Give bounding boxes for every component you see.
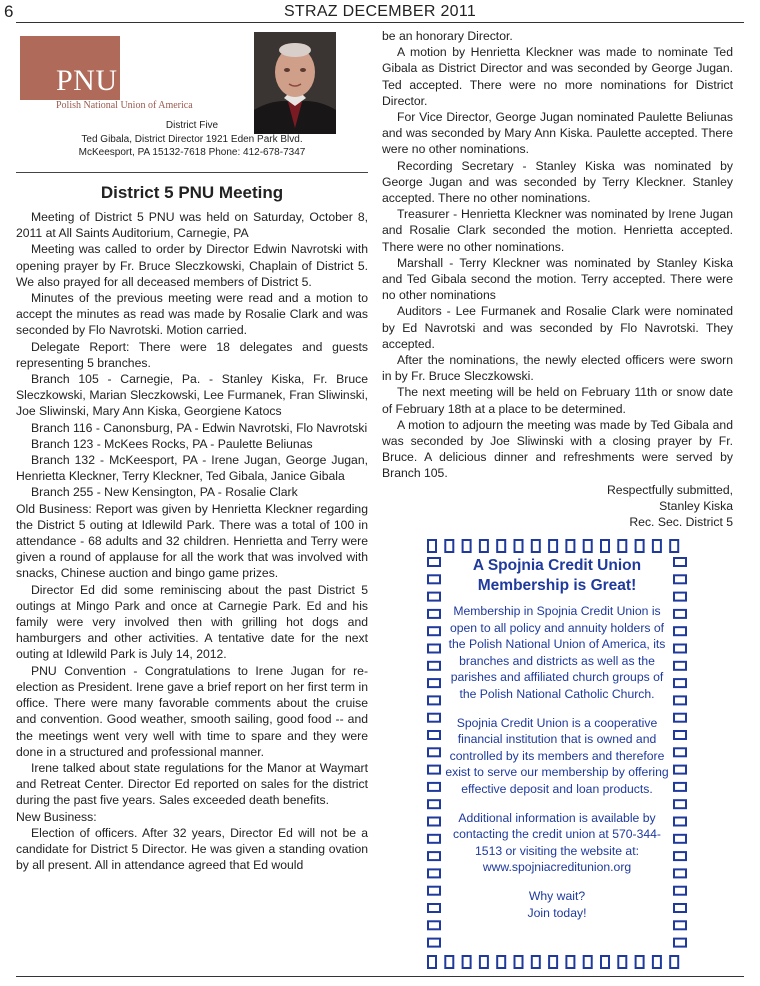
pnu-logo-text: PNU	[56, 64, 118, 97]
article-paragraph: Auditors - Lee Furmanek and Rosalie Clark were nominated by Ed Navrotski and was seconded by Flo Navrotski. They accepted.	[382, 304, 733, 351]
article-paragraph: Treasurer - Henrietta Kleckner was nominated by Irene Jugan and Rosalie Clark seconded the motion. Henrietta accepted. There were no other nominations.	[382, 207, 733, 254]
signature-line: Rec. Sec. District 5	[629, 515, 733, 530]
article-paragraph: Meeting of District 5 PNU was held on Saturday, October 8, 2011 at All Saints Auditorium, Carnegie, PA	[16, 210, 368, 241]
article-paragraph: Branch 116 - Canonsburg, PA - Edwin Navrotski, Flo Navrotski	[31, 420, 368, 435]
ad-paragraph: Additional information is available by contacting the credit union at 570-344-1513 or visiting the website at: www.spojniacreditunion.org	[452, 810, 661, 875]
pnu-logo-subtitle: Polish National Union of America	[56, 100, 193, 111]
ad-title-line: Membership is Great!	[477, 577, 637, 594]
old-business-paragraph: Old Business: Report was given by Henrietta Kleckner regarding the District 5 outing at Idlewild Park. There was a total of 100 in attendance - 68 adults and 32 children. Henrietta and Terry were given a round of applause for all the work that was involved with snacks, Chinese auction and bingo game prizes.	[16, 501, 368, 581]
ad-title	[442, 556, 672, 596]
article-paragraph: PNU Convention - Congratulations to Irene Jugan for re-election as President. Irene gave a brief report on her first term in office. There were many favorable comments about the cruise and convention. Good weather, smooth sailing, good food -- and the meetings went very well with time to spare and they were done in a structured and professional manner.	[16, 663, 368, 759]
ad-content	[442, 556, 672, 933]
credit-union-ad	[426, 538, 688, 970]
article-paragraph: A motion by Henrietta Kleckner was made to nominate Ted Gibala as District Director and was seconded by George Jugan. Ted accepted. There were no more nominations for District Director.	[382, 45, 733, 108]
article-paragraph: Meeting was called to order by Director Edwin Navrotski with opening prayer by Fr. Bruce Sleczkowski, Chaplain of District 5. We also prayed for all deceased members of District 5.	[16, 242, 368, 289]
district-info-box	[16, 26, 368, 172]
article-paragraph: Branch 132 - McKeesport, PA - Irene Jugan, George Jugan, Henrietta Kleckner, Terry Kleckner, Ted Gibala, Janice Gibala	[16, 453, 368, 484]
district-caption-line: Ted Gibala, District Director 1921 Eden Park Blvd.	[81, 133, 303, 145]
article-paragraph: Minutes of the previous meeting were read and a motion to accept the minutes as read was made by Rosalie Clark and was seconded by Flo Navrotski. Motion carried.	[16, 291, 368, 338]
article-right-column	[382, 28, 733, 530]
article-paragraph: Delegate Report: There were 18 delegates and guests representing 5 branches.	[16, 339, 368, 370]
article-paragraph: The next meeting will be held on February 11th or snow date of February 18th at a place to be determined.	[382, 385, 733, 416]
article-left-column	[16, 183, 368, 873]
article-paragraph: After the nominations, the newly elected officers were sworn in by Fr. Bruce Sleczkowski.	[382, 353, 733, 384]
article-paragraph: A motion to adjourn the meeting was made by Ted Gibala and was seconded by Joe Sliwinski with a closing prayer by Fr. Bruce. A delicious dinner and refreshments were served by Branch 105.	[382, 417, 733, 481]
ad-cta-line: Why wait?	[528, 888, 586, 903]
article-paragraph: For Vice Director, George Jugan nominated Paulette Beliunas and was seconded by Mary Ann Kiska. Paulette accepted. There were no other nominations.	[382, 110, 733, 157]
footer-rule	[16, 976, 744, 977]
article-paragraph: Director Ed did some reminiscing about the past District 5 outings at Mingo Park and once at Carnegie Park. Ed and his family were very involved then with grilling hot dogs and hamburgers and other activities. A tentative date for the next outing at Idlewild Park is July 14, 2012.	[16, 582, 368, 662]
ad-cta-line: Join today!	[527, 905, 587, 920]
article-title: District 5 PNU Meeting	[100, 183, 284, 202]
article-paragraph: Irene talked about state regulations for the Manor at Waymart and Retreat Center. Director Ed reported on sales for the district during the past five years. Sales exceeded death benefits.	[16, 760, 368, 808]
signature-line: Stanley Kiska	[659, 498, 733, 513]
article-paragraph: Branch 105 - Carnegie, Pa. - Stanley Kiska, Fr. Bruce Sleczkowski, Marian Sleczkowski, Lee Furmanek, Fran Sliwinski, Joe Sliwinski, Mary Ann Kiska, Georgiene Katocs	[16, 372, 368, 419]
page-header	[0, 0, 760, 24]
district-caption-line: McKeesport, PA 15132-7618 Phone: 412-678-7347	[78, 147, 306, 158]
article-paragraph: Recording Secretary - Stanley Kiska was nominated by George Jugan and was seconded by Terry Kleckner. Stanley accepted. There no other nominations.	[382, 158, 733, 206]
ad-title-line: A Spojnia Credit Union	[472, 557, 642, 574]
district-caption-line: District Five	[165, 120, 219, 131]
article-continuation: be an honorary Director.	[382, 29, 513, 43]
page-number: 6	[4, 2, 14, 21]
ad-call-to-action	[442, 888, 672, 921]
header-rule	[16, 22, 744, 23]
running-title: STRAZ DECEMBER 2011	[283, 3, 477, 20]
article-paragraph: Branch 255 - New Kensington, PA - Rosalie Clark	[31, 485, 298, 500]
ad-paragraph: Spojnia Credit Union is a cooperative financial institution that is owned and controlled by its members and therefore exist to serve our membership by offering effective deposit and loan products.	[445, 715, 669, 796]
ad-paragraph: Membership in Spojnia Credit Union is open to all policy and annuity holders of the Polish National Union of America, its branches and districts as well as the parishes and affiliated church groups of the Polish National Catholic Church.	[448, 604, 666, 701]
district-caption	[16, 119, 368, 160]
new-business-heading: New Business:	[16, 809, 97, 824]
article-paragraph: Branch 123 - McKees Rocks, PA - Paulette Beliunas	[31, 436, 313, 451]
district-box-rule	[16, 172, 368, 173]
signature-line: Respectfully submitted,	[607, 482, 733, 497]
article-paragraph: Marshall - Terry Kleckner was nominated by Stanley Kiska and Ted Gibala second the motion. Terry accepted. There were no other nominations	[382, 255, 733, 303]
election-paragraph: Election of officers. After 32 years, Director Ed will not be a candidate for District 5 Director. He was given a standing ovation by all present. All in attendance agreed that Ed would	[16, 825, 368, 873]
